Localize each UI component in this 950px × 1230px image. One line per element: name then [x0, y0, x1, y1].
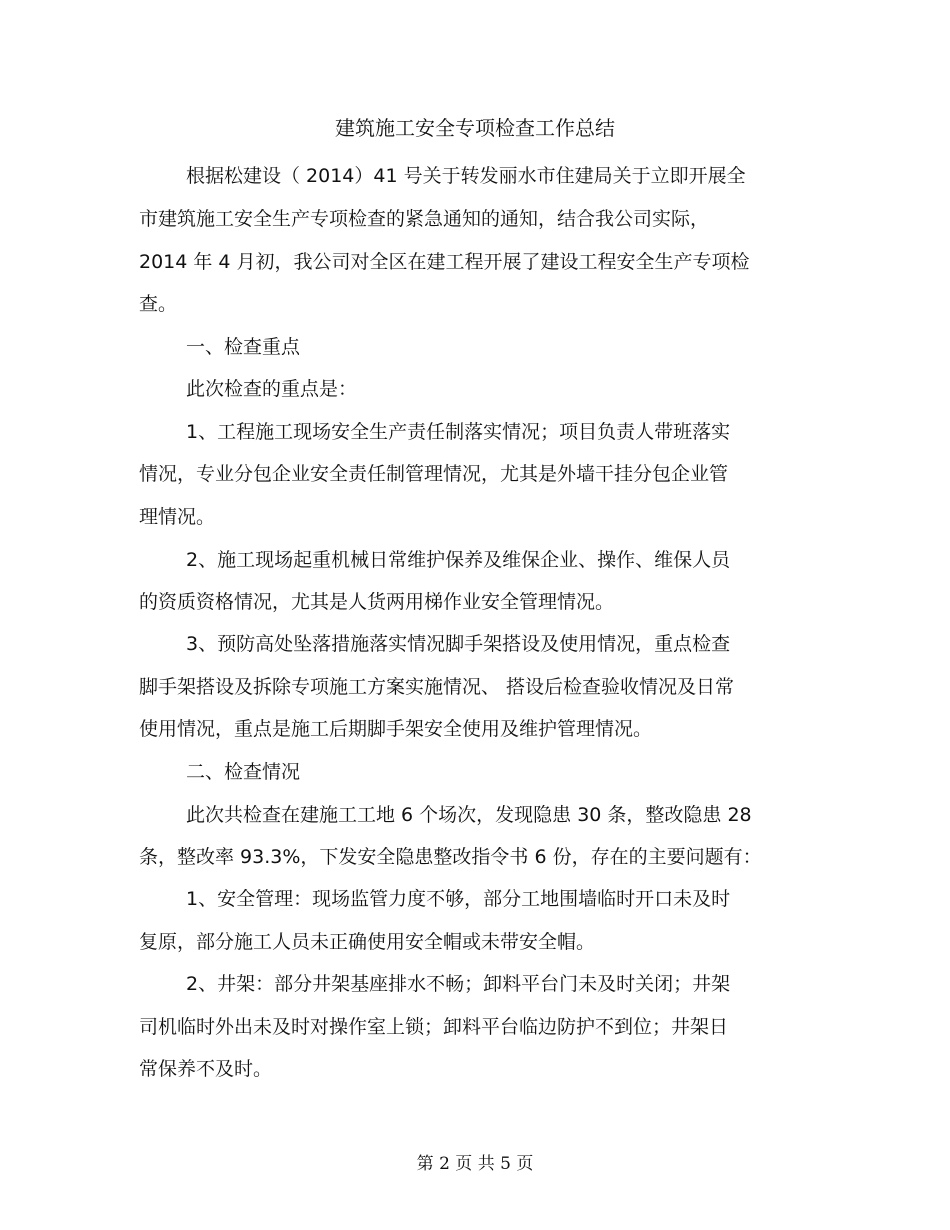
list-item-line: 1、安全管理：现场监管力度不够，部分工地围墙临时开口未及时 [186, 888, 731, 910]
paragraph-line: 条，整改率 93.3%，下发安全隐患整改指令书 6 份，存在的主要问题有： [139, 846, 762, 868]
list-item-line: 常保养不及时。 [139, 1058, 273, 1080]
list-item-line: 情况，专业分包企业安全责任制管理情况，尤其是外墙干挂分包企业管 [139, 463, 729, 485]
section-heading: 一、检查重点 [186, 336, 301, 358]
list-item-line: 2、井架：部分井架基座排水不畅；卸料平台门未及时关闭；井架 [186, 973, 731, 995]
list-item-line: 3、预防高处坠落措施落实情况脚手架搭设及使用情况，重点检查 [186, 633, 731, 655]
paragraph-line: 此次检查的重点是： [186, 378, 358, 400]
paragraph-line: 此次共检查在建施工工地 6 个场次，发现隐患 30 条，整改隐患 28 [186, 804, 752, 826]
list-item-line: 使用情况，重点是施工后期脚手架安全使用及维护管理情况。 [139, 718, 653, 740]
list-item-line: 2、施工现场起重机械日常维护保养及维保企业、操作、维保人员 [186, 549, 731, 571]
list-item-line: 脚手架搭设及拆除专项施工方案实施情况、 搭设后检查验收情况及日常 [139, 676, 735, 698]
list-item-line: 理情况。 [139, 506, 216, 528]
section-heading: 二、检查情况 [186, 761, 301, 783]
intro-line: 根据松建设（ 2014）41 号关于转发丽水市住建局关于立即开展全 [186, 165, 746, 187]
intro-line: 市建筑施工安全生产专项检查的紧急通知的通知，结合我公司实际， [139, 208, 710, 230]
document-title: 建筑施工安全专项检查工作总结 [335, 116, 615, 140]
intro-line: 2014 年 4 月初，我公司对全区在建工程开展了建设工程安全生产专项检 [139, 251, 750, 273]
page-number-footer: 第 2 页 共 5 页 [416, 1154, 534, 1174]
list-item-line: 的资质资格情况，尤其是人货两用梯作业安全管理情况。 [139, 591, 615, 613]
list-item-line: 1、工程施工现场安全生产责任制落实情况；项目负责人带班落实 [186, 421, 731, 443]
list-item-line: 司机临时外出未及时对操作室上锁；卸料平台临边防护不到位；井架日 [139, 1016, 729, 1038]
intro-line: 查。 [139, 293, 178, 315]
list-item-line: 复原，部分施工人员未正确使用安全帽或未带安全帽。 [139, 931, 596, 953]
